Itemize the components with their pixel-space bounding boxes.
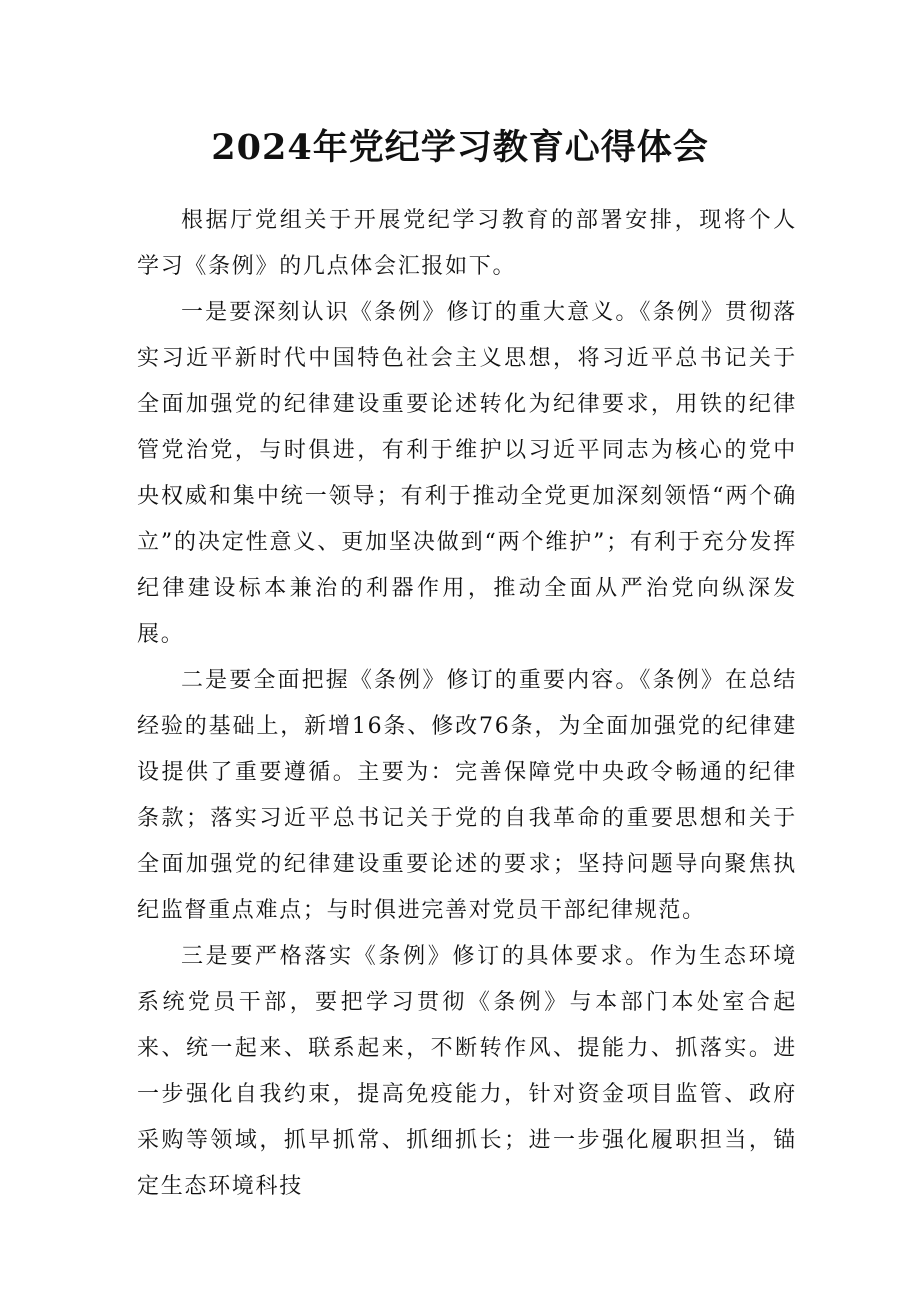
paragraph-intro: 根据厅党组关于开展党纪学习教育的部署安排，现将个人学习《条例》的几点体会汇报如下。 [137, 208, 797, 279]
paragraph-point-two: 二是要全面把握《条例》修订的重要内容。《条例》在总结经验的基础上，新增16条、修改76条，为全面加强党的纪律建设提供了重要遵循。主要为：完善保障党中央政令畅通的纪律条款；落实习近平总书记关于党的自我革命的重要思想和关于全面加强党的纪律建设重要论述的要求；坚持问题导向聚焦执纪监督重点难点；与时俱进完善对党员干部纪律规范。 [137, 668, 797, 923]
document-body [137, 198, 797, 1210]
document-title: 2024年党纪学习教育心得体会 [211, 127, 709, 169]
paragraph-point-three: 三是要严格落实《条例》修订的具体要求。作为生态环境系统党员干部，要把学习贯彻《条例》与本部门本处室合起来、统一起来、联系起来，不断转作风、提能力、抓落实。进一步强化自我约束，提高免疫能力，针对资金项目监管、政府采购等领域，抓早抓常、抓细抓长；进一步强化履职担当，锚定生态环境科技 [137, 944, 797, 1199]
paragraph-point-one: 一是要深刻认识《条例》修订的重大意义。《条例》贯彻落实习近平新时代中国特色社会主义思想，将习近平总书记关于全面加强党的纪律建设重要论述转化为纪律要求，用铁的纪律管党治党，与时俱进，有利于维护以习近平同志为核心的党中央权威和集中统一领导；有利于推动全党更加深刻领悟“两个确立”的决定性意义、更加坚决做到“两个维护”；有利于充分发挥纪律建设标本兼治的利器作用，推动全面从严治党向纵深发展。 [137, 300, 797, 647]
